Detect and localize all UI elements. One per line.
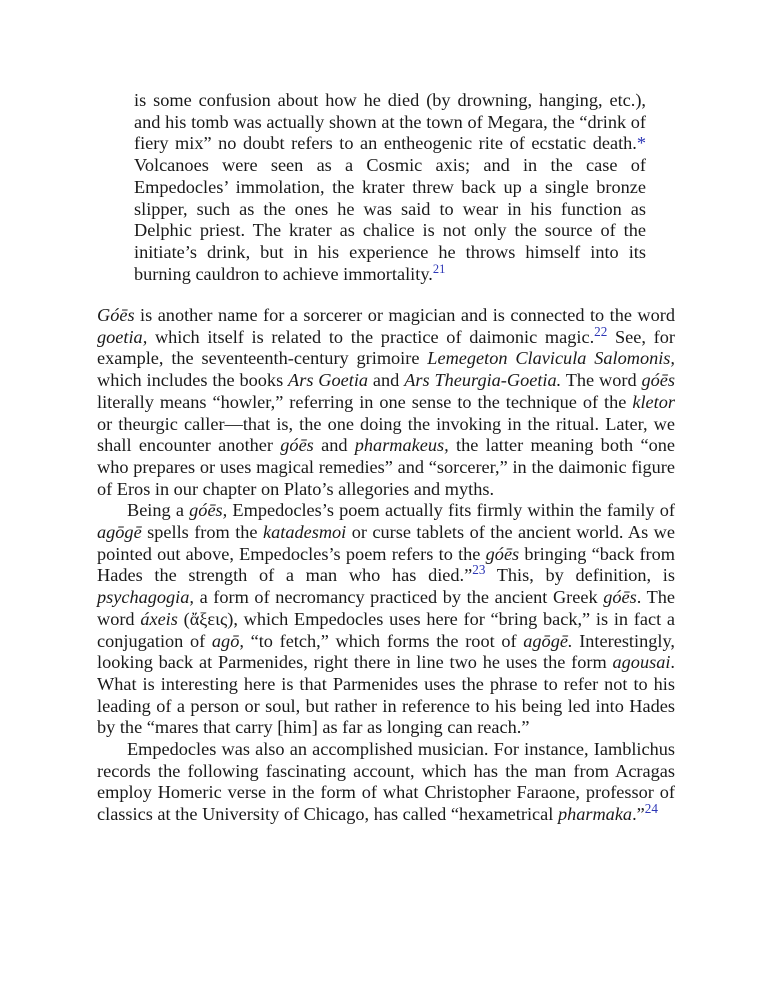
italic-title: Lemegeton Clavicula Salomonis, <box>427 348 675 369</box>
italic-term: katadesmoi <box>263 522 347 543</box>
text-run: the latter meaning both “one who prepares or uses magical remedies” and “sorcerer,” in the daimonic figure of Eros in our chapter on Plato’s allegories and myths. <box>97 435 675 499</box>
text-run: is another name for a sorcerer or magician and is connected to the word <box>134 305 675 325</box>
italic-term: agousai <box>612 652 671 673</box>
text-run: a form of necromancy practiced by the ancient Greek <box>193 587 604 608</box>
footnote-21-link[interactable]: 21 <box>432 261 446 276</box>
text-run: and <box>368 370 405 391</box>
italic-term: pharmakeus, <box>354 435 449 456</box>
italic-term: pharmaka <box>557 804 633 825</box>
italic-term: agōgē. <box>523 630 573 651</box>
text-run: Empedocles’s poem actually fits firmly within the family of <box>227 500 675 521</box>
quote-text: Volcanoes were seen as a Cosmic axis; and in the case of Empedocles’ immolation, the krater threw back up a single bronze slipper, such as the ones he was said to wear in his function as Delphic priest. The krater as chalice is not only the source of the initiate’s drink, but in his experience he throws himself into its burning cauldron to achieve immortality. <box>134 155 646 284</box>
italic-term: goetia, <box>97 326 148 347</box>
quote-text: is some confusion about how he died (by drowning, hanging, etc.), and his tomb was actually shown at the town of Megara, the “drink of fiery mix” no doubt refers to an entheogenic rite of ecstatic death. <box>134 90 646 154</box>
text-run: or theurgic caller—that is, the one doing the invoking in the ritual. Later, we shall encounter another <box>97 413 675 456</box>
italic-term: góēs <box>641 370 675 391</box>
italic-term: góēs <box>280 435 314 456</box>
italic-term: psychagogia, <box>97 587 194 608</box>
text-run: . The word <box>97 587 675 629</box>
paragraph-being-a-goes <box>97 500 675 739</box>
italic-term: góēs, <box>189 500 228 521</box>
italic-term: kletor <box>632 391 675 412</box>
italic-title: Ars Theurgia-Goetia. <box>404 370 562 391</box>
text-run: bringing “back from Hades the strength of a man who has died.” <box>97 543 675 586</box>
text-run: .” <box>632 804 645 825</box>
text-run: which itself is related to the practice of daimonic magic. <box>147 326 595 347</box>
text-run: which includes the books <box>97 370 289 391</box>
text-run: This, by definition, is <box>485 565 675 586</box>
italic-term: góēs <box>603 587 637 608</box>
text-run: Being a <box>127 500 190 521</box>
footnote-22-link[interactable]: 22 <box>594 323 608 339</box>
paragraph-musician <box>97 739 675 826</box>
text-run: . What is interesting here is that Parmenides uses the phrase to refer not to his leading of a person or soul, but rather in reference to his being led into Hades by the “mares that carry [him] as far as longing can reach.” <box>97 652 675 738</box>
text-run: See, for example, the seventeenth-century grimoire <box>97 326 675 369</box>
text-run: literally means “howler,” referring in one sense to the technique of the <box>97 391 633 412</box>
text-run: “to fetch,” which forms the root of <box>243 630 524 651</box>
italic-title: Ars Goetia <box>288 370 369 391</box>
italic-term: agō, <box>211 630 244 651</box>
italic-term: góēs <box>485 543 520 564</box>
text-run: (ἄξεις), which Empedocles uses here for “bring back,” is in fact a conjugation of <box>97 608 675 651</box>
italic-term: Góēs <box>97 305 135 325</box>
paragraph-goes <box>97 305 675 500</box>
body-text <box>97 305 675 826</box>
text-run: Interestingly, looking back at Parmenides, right there in line two he uses the form <box>97 630 675 673</box>
text-run: spells from the <box>141 522 263 543</box>
text-run: The word <box>561 370 642 391</box>
text-run: Empedocles was also an accomplished musician. For instance, Iamblichus records the following fascinating account, which has the man from Acragas employ Homeric verse in the form of what Christopher Faraone, professor of classics at the University of Chicago, has called “hexametrical <box>97 739 675 825</box>
footnote-asterisk-link[interactable]: * <box>636 133 646 154</box>
quote-paragraph <box>134 90 646 285</box>
footnote-23-link[interactable]: 23 <box>472 562 486 578</box>
italic-term: agōgē <box>97 522 142 543</box>
text-run: and <box>313 435 355 456</box>
block-quote <box>134 90 646 285</box>
footnote-24-link[interactable]: 24 <box>644 800 658 816</box>
italic-term: áxeis <box>140 608 178 629</box>
text-run: or curse tablets of the ancient world. As we pointed out above, Empedocles’s poem refers to the <box>97 522 676 564</box>
